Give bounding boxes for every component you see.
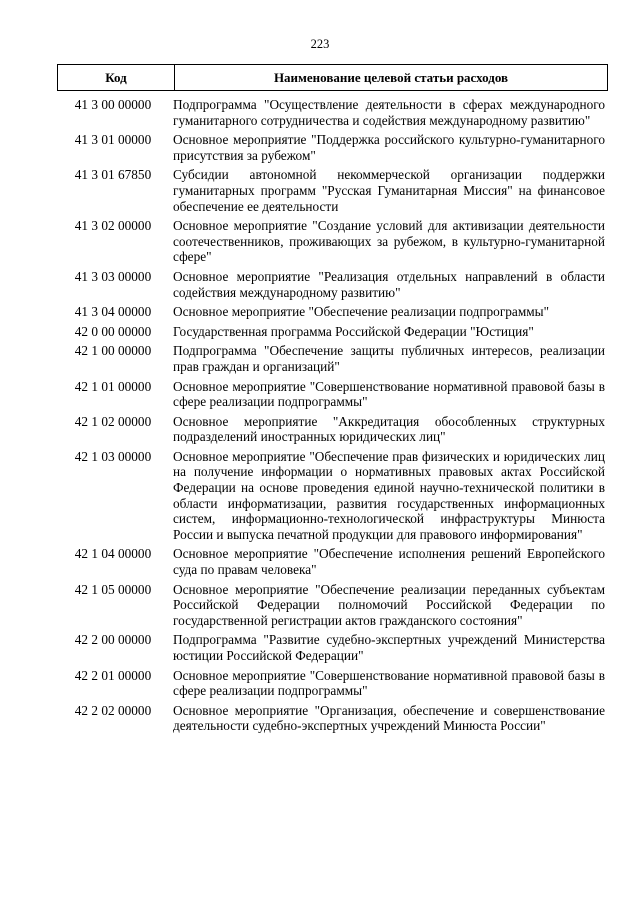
row-code: 41 3 02 00000 [74,218,152,234]
name-column-header: Наименование целевой статьи расходов [273,70,509,85]
row-code: 42 1 04 00000 [74,546,152,562]
row-name: Основное мероприятие "Обеспечение реализации подпрограммы" [173,304,550,320]
code-column-header: Код [58,65,175,90]
row-name: Основное мероприятие "Поддержка российского культурно-гуманитарного присутствия за рубежом" [173,132,605,163]
row-code: 42 1 05 00000 [74,581,152,597]
row-code: 42 1 00 00000 [74,343,152,359]
row-code: 42 1 01 00000 [74,378,152,394]
table-row [57,132,608,163]
table-row [57,414,608,445]
table-row [57,343,608,374]
row-code: 42 1 03 00000 [74,448,152,464]
table-row [57,546,608,577]
row-code: 42 0 00 00000 [74,323,152,339]
table-row [57,632,608,663]
row-code: 42 1 02 00000 [74,413,152,429]
table-row [57,449,608,543]
row-name: Подпрограмма "Развитие судебно-экспертных учреждений Министерства юстиции Российской Федерации" [173,632,605,663]
row-name: Основное мероприятие "Аккредитация обособленных структурных подразделений иностранных юридических лиц" [173,413,605,445]
table-row [57,167,608,214]
row-name: Субсидии автономной некоммерческой организации поддержки гуманитарных программ "Русская Гуманитарная Миссия" на финансовое обеспечение ее деятельности [173,167,605,214]
table-row [57,379,608,410]
row-code: 41 3 00 00000 [74,97,152,112]
row-name: Основное мероприятие "Совершенствование нормативной правовой базы в сфере реализации подпрограммы" [173,378,605,410]
row-code: 41 3 03 00000 [74,268,152,284]
table-row [57,218,608,265]
row-code: 42 2 01 00000 [74,667,152,683]
row-name: Основное мероприятие "Совершенствование нормативной правовой базы в сфере реализации подпрограммы" [173,667,605,699]
row-name: Основное мероприятие "Обеспечение исполнения решений Европейского суда по правам человека" [173,546,605,578]
table-body [57,97,608,738]
row-code: 42 2 00 00000 [74,632,152,648]
table-row [57,703,608,734]
row-name: Подпрограмма "Обеспечение защиты публичных интересов, реализации прав граждан и организаций" [173,343,605,374]
table-row [57,304,608,320]
table-row [57,668,608,699]
row-name: Основное мероприятие "Организация, обеспечение и совершенствование деятельности судебно-экспертных учреждений Минюста России" [173,702,605,734]
table-row [57,269,608,300]
table-row [57,324,608,340]
row-code: 42 2 02 00000 [74,702,152,718]
row-name: Подпрограмма "Осуществление деятельности в сферах международного гуманитарного сотрудничества и содействия международному развитию" [173,97,605,128]
row-name: Основное мероприятие "Обеспечение прав физических и юридических лиц на получение информации о нормативных правовых актах Российской Федерации на основе проведения единой научно-технической политики в области информатизации, развития государственных информационных систем, информационно-технологической инфраструктуры Минюста России и выпуска печатной продукции для правового информирования" [173,448,605,542]
table-header [57,64,608,91]
table-row [57,582,608,629]
row-name: Основное мероприятие "Создание условий для активизации деятельности соотечественников, проживающих за рубежом, в культурно-гуманитарной сфере" [173,218,605,265]
row-code: 41 3 04 00000 [74,304,152,320]
row-name: Основное мероприятие "Обеспечение реализации переданных субъектам Российской Федерации полномочий Российской Федерации по государственной регистрации актов гражданского состояния" [173,581,605,628]
row-name: Государственная программа Российской Федерации "Юстиция" [173,323,534,339]
table-row [57,97,608,128]
row-code: 41 3 01 00000 [74,132,152,148]
row-code: 41 3 01 67850 [74,167,152,183]
row-name: Основное мероприятие "Реализация отдельных направлений в области содействия международному развитию" [173,268,605,300]
page-number: 223 [310,37,330,51]
